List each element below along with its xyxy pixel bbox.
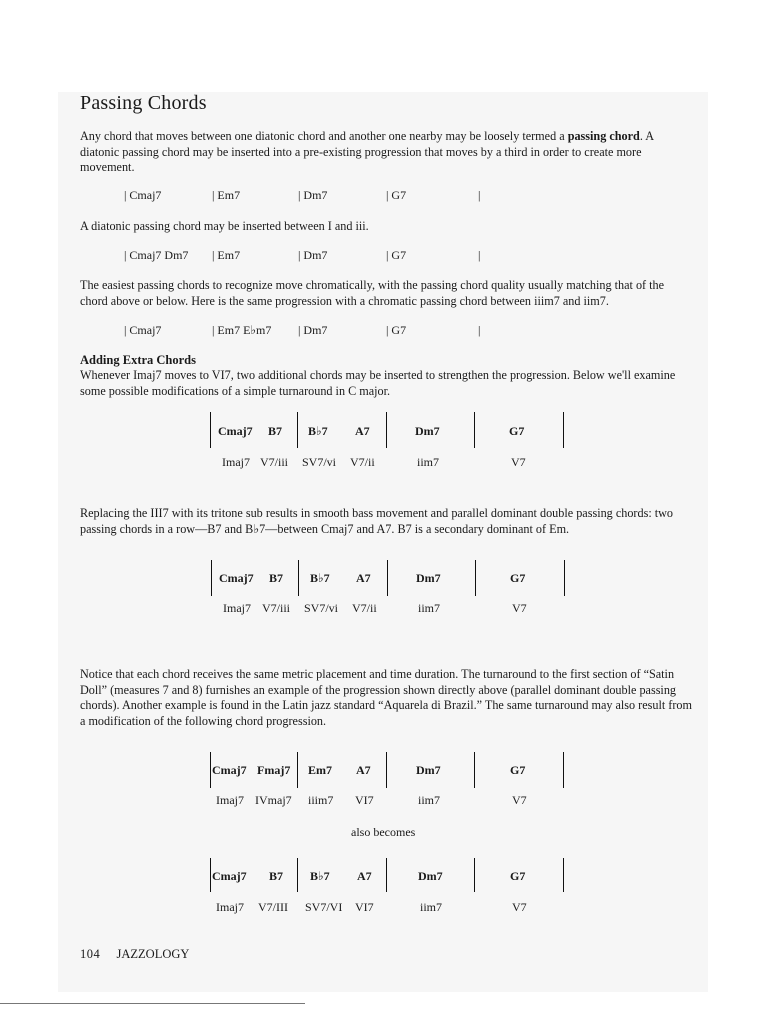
prog-chord: | Cmaj7 [124,188,162,202]
barline [563,412,564,448]
prog-chord: | Em7 [212,188,241,202]
roman-numeral: iim7 [420,900,443,914]
chart-chord: A7 [355,424,370,438]
page-title: Passing Chords [80,92,207,114]
chart-chord: Dm7 [418,869,443,883]
chart-chord: B♭7 [308,424,328,438]
intro-text-end: . A diatonic passing chord may be inserted into a pre-existing progression that moves by a third in order to create more movement. [80,129,654,174]
prog-chord: | [478,248,481,262]
roman-numeral: VI7 [355,900,374,914]
roman-numeral: V7/ii [350,455,375,469]
roman-numeral: V7/iii [262,601,291,615]
roman-numeral: V7/ii [352,601,377,615]
progression-2 [0,248,768,264]
chord-chart-2 [0,560,768,620]
paragraph-6: Notice that each chord receives the same metric placement and time duration. The turnaround to the first section of “Satin Doll” (measures 7 and 8) furnishes an example of the progression shown directly above (parallel dominant double passing chords). Another example is found in the Latin jazz standard “Aquarela di Brazil.” The same turnaround may also result from a modification of the following chord progression. [80,667,692,728]
bottom-rule [0,1003,305,1004]
barline [210,752,211,788]
chart-chord: B♭7 [310,571,330,585]
barline [474,752,475,788]
prog-chord: | Dm7 [298,248,328,262]
prog-chord: | [478,323,481,337]
roman-numeral: V7 [512,900,527,914]
chord-chart-3 [0,752,768,812]
roman-numeral: V7/iii [260,455,289,469]
chart-chord: Cmaj7 [218,424,253,438]
prog-chord: | Dm7 [298,188,328,202]
barline [474,412,475,448]
barline [298,560,299,596]
chart-chord: A7 [356,571,371,585]
intro-bold-term: passing chord [567,129,640,143]
roman-numeral: SV7/VI [305,900,343,914]
section-subheading: Adding Extra Chords [80,353,196,367]
page-number: 104 [80,947,101,961]
prog-chord: | G7 [386,323,407,337]
prog-chord: | G7 [386,248,407,262]
chart-chord: A7 [357,869,372,883]
barline [297,752,298,788]
barline [563,858,564,892]
roman-numeral: iim7 [417,455,440,469]
roman-numeral: Imaj7 [222,455,250,469]
chart-chord: G7 [510,763,526,777]
chart-chord: Fmaj7 [257,763,291,777]
prog-chord: | Em7 E♭m7 [212,323,272,337]
chart-chord: G7 [509,424,525,438]
chart-chord: A7 [356,763,371,777]
barline [563,752,564,788]
paragraph-5: Replacing the III7 with its tritone sub results in smooth bass movement and parallel dominant double passing chords: two passing chords in a row—B7 and B♭7—between Cmaj7 and A7. B7 is a secondary dominant of Em. [80,506,674,536]
chart-chord: Em7 [308,763,332,777]
intro-paragraph [80,129,694,176]
barline [475,560,476,596]
barline [386,752,387,788]
barline [210,858,211,892]
roman-numeral: V7 [512,793,527,807]
chart-chord: G7 [510,571,526,585]
also-becomes-label: also becomes [351,825,416,839]
chart-chord: Dm7 [415,424,440,438]
roman-numeral: Imaj7 [216,900,244,914]
intro-text: Any chord that moves between one diatonic chord and another one nearby may be loosely termed a [80,129,568,143]
roman-numeral: VI7 [355,793,374,807]
roman-numeral: V7 [511,455,526,469]
chart-chord: G7 [510,869,526,883]
prog-chord: | Em7 [212,248,241,262]
prog-chord: | Cmaj7 [124,323,162,337]
book-title: JAZZOLOGY [116,947,190,961]
chart-chord: B♭7 [310,869,330,883]
barline [211,560,212,596]
chord-chart-1 [0,412,768,472]
roman-numeral: V7 [512,601,527,615]
barline [474,858,475,892]
chart-chord: Dm7 [416,571,441,585]
prog-chord: | [478,188,481,202]
barline [564,560,565,596]
chart-chord: Cmaj7 [219,571,254,585]
chart-chord: B7 [269,571,284,585]
barline [297,412,298,448]
barline [387,560,388,596]
page-footer [80,947,189,962]
chart-chord: Dm7 [416,763,441,777]
chart-chord: B7 [268,424,283,438]
roman-numeral: IVmaj7 [255,793,292,807]
barline [386,412,387,448]
barline [386,858,387,892]
progression-1 [0,188,768,204]
barline [297,858,298,892]
paragraph-4: Whenever Imaj7 moves to VI7, two additional chords may be inserted to strengthen the progression. Below we'll examine some possible modifications of a simple turnaround in C major. [80,368,676,398]
chart-chord: Cmaj7 [212,869,247,883]
chord-chart-4 [0,858,768,918]
roman-numeral: SV7/vi [302,455,337,469]
prog-chord: | Cmaj7 Dm7 [124,248,189,262]
chart-chord: Cmaj7 [212,763,247,777]
roman-numeral: iiim7 [308,793,334,807]
barline [210,412,211,448]
roman-numeral: SV7/vi [304,601,339,615]
roman-numeral: Imaj7 [223,601,251,615]
roman-numeral: iim7 [418,793,441,807]
prog-chord: | G7 [386,188,407,202]
roman-numeral: iim7 [418,601,441,615]
prog-chord: | Dm7 [298,323,328,337]
roman-numeral: Imaj7 [216,793,244,807]
paragraph-3: The easiest passing chords to recognize move chromatically, with the passing chord quality usually matching that of the chord above or below. Here is the same progression with a chromatic passing chord between iiim7 and iim7. [80,278,665,308]
chart-chord: B7 [269,869,284,883]
paragraph-2: A diatonic passing chord may be inserted between I and iii. [80,219,369,233]
roman-numeral: V7/III [258,900,288,914]
progression-3 [0,323,768,339]
